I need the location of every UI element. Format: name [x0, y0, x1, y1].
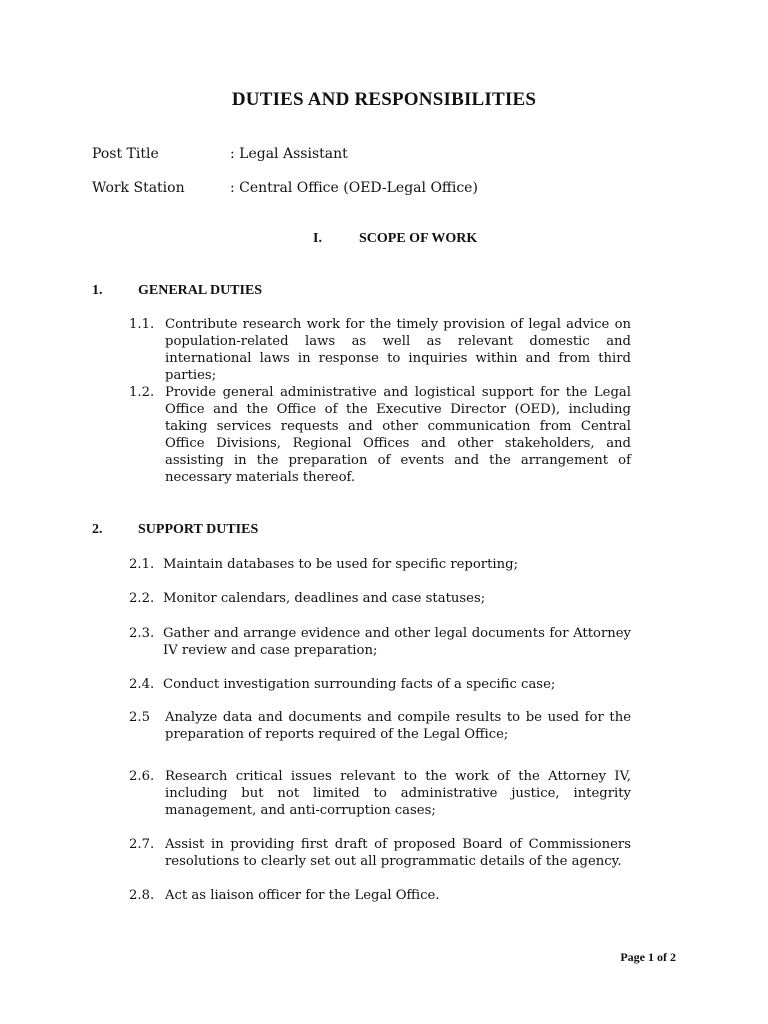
- item-text: Monitor calendars, deadlines and case statuses;: [163, 591, 486, 606]
- item-number: 2.7.: [129, 837, 155, 852]
- item-text: Maintain databases to be used for specific reporting;: [163, 557, 519, 572]
- scope-numeral: I.: [313, 231, 322, 246]
- page-title: DUTIES AND RESPONSIBILITIES: [231, 89, 537, 110]
- list-item: [129, 590, 631, 607]
- scope-heading: SCOPE OF WORK: [359, 231, 478, 246]
- list-item: [129, 625, 631, 659]
- item-number: 2.2.: [129, 591, 155, 606]
- list-item: [129, 316, 631, 384]
- item-number: 2.1.: [129, 557, 155, 572]
- list-item: [129, 709, 631, 743]
- list-item: [129, 836, 631, 870]
- item-number: 2.5: [129, 710, 150, 725]
- item-text: Gather and arrange evidence and other legal documents for Attorney IV review and case preparation;: [163, 626, 631, 658]
- post-title-value: : Legal Assistant: [230, 146, 348, 162]
- section-number: 2.: [92, 522, 103, 537]
- item-text: Research critical issues relevant to the work of the Attorney IV, including but not limited to administrative justice, integrity management, and anti-corruption cases;: [165, 769, 631, 818]
- item-text: Contribute research work for the timely provision of legal advice on population-related laws as well as relevant domestic and international laws in response to inquiries within and from third parties;: [165, 317, 631, 383]
- work-station-value: : Central Office (OED-Legal Office): [230, 180, 478, 196]
- list-item: [129, 887, 631, 904]
- list-item: [129, 556, 631, 573]
- post-title-label: Post Title: [92, 146, 159, 162]
- work-station-label: Work Station: [92, 180, 185, 196]
- item-text: Conduct investigation surrounding facts of a specific case;: [163, 677, 556, 692]
- page-number: Page 1 of 2: [620, 950, 676, 964]
- list-item: [129, 768, 631, 819]
- item-text: Analyze data and documents and compile results to be used for the preparation of reports required of the Legal Office;: [165, 710, 631, 742]
- list-item: [129, 676, 631, 693]
- section-number: 1.: [92, 283, 103, 298]
- item-number: 1.1.: [129, 317, 155, 332]
- item-number: 2.8.: [129, 888, 155, 903]
- list-item: [129, 384, 631, 486]
- item-number: 1.2.: [129, 385, 155, 400]
- item-text: Act as liaison officer for the Legal Office.: [165, 888, 440, 903]
- item-number: 2.3.: [129, 626, 155, 641]
- section-heading: GENERAL DUTIES: [138, 283, 263, 298]
- section-heading: SUPPORT DUTIES: [138, 522, 259, 537]
- item-number: 2.4.: [129, 677, 155, 692]
- item-number: 2.6.: [129, 769, 155, 784]
- item-text: Provide general administrative and logistical support for the Legal Office and the Office of the Executive Director (OED), including taking services requests and other communication from Central Office Divisions, Regional Offices and other stakeholders, and assisting in the preparation of events and the arrangement of necessary materials thereof.: [165, 385, 631, 485]
- item-text: Assist in providing first draft of proposed Board of Commissioners resolutions to clearly set out all programmatic details of the agency.: [165, 837, 631, 869]
